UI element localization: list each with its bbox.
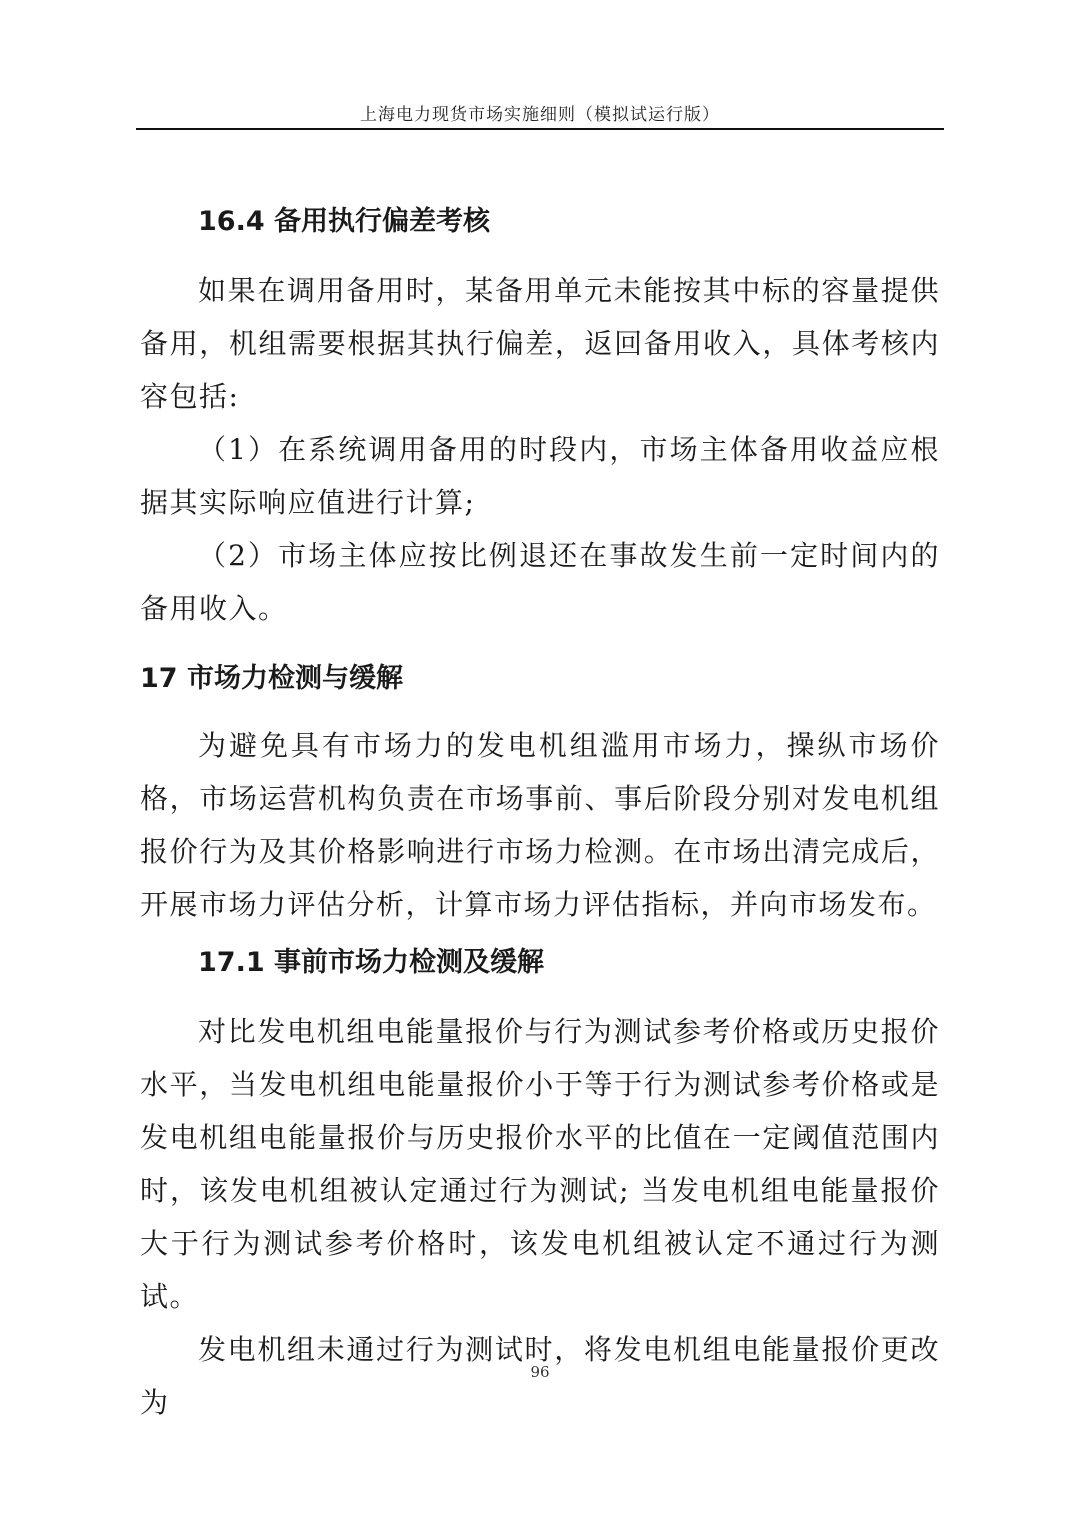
section-16-4-heading: 16.4 备用执行偏差考核 [198, 206, 491, 237]
section-16-4-item-2: （2）市场主体应按比例退还在事故发生前一定时间内的备用收入。 [140, 539, 940, 625]
section-17-1-paragraph-2: 发电机组未通过行为测试时，将发电机组电能量报价更改为 [140, 1333, 940, 1419]
section-17-heading: 17 市场力检测与缓解 [140, 663, 403, 694]
section-16-4-intro: 如果在调用备用时，某备用单元未能按其中标的容量提供备用，机组需要根据其执行偏差，返回备用收入，具体考核内容包括: [140, 274, 940, 413]
section-17-1-paragraph-1: 对比发电机组电能量报价与行为测试参考价格或历史报价水平，当发电机组电能量报价小于等于行为测试参考价格或是发电机组电能量报价与历史报价水平的比值在一定阈值范围内时，该发电机组被认定通过行为测试; 当发电机组电能量报价大于行为测试参考价格时，该发电机组被认定不通过行为测试。 [140, 1015, 940, 1313]
document-body [140, 204, 940, 1429]
header-rule [136, 128, 944, 130]
section-17-paragraph: 为避免具有市场力的发电机组滥用市场力，操纵市场价格，市场运营机构负责在市场事前、事后阶段分别对发电机组报价行为及其价格影响进行市场力检测。在市场出清完成后，开展市场力评估分析，计算市场力评估指标，并向市场发布。 [140, 729, 940, 921]
section-17-1-heading: 17.1 事前市场力检测及缓解 [198, 947, 545, 978]
page-number: 96 [530, 1363, 550, 1381]
running-header: 上海电力现货市场实施细则（模拟试运行版） [360, 105, 720, 125]
section-16-4-item-1: （1）在系统调用备用的时段内，市场主体备用收益应根据其实际响应值进行计算; [140, 433, 940, 519]
